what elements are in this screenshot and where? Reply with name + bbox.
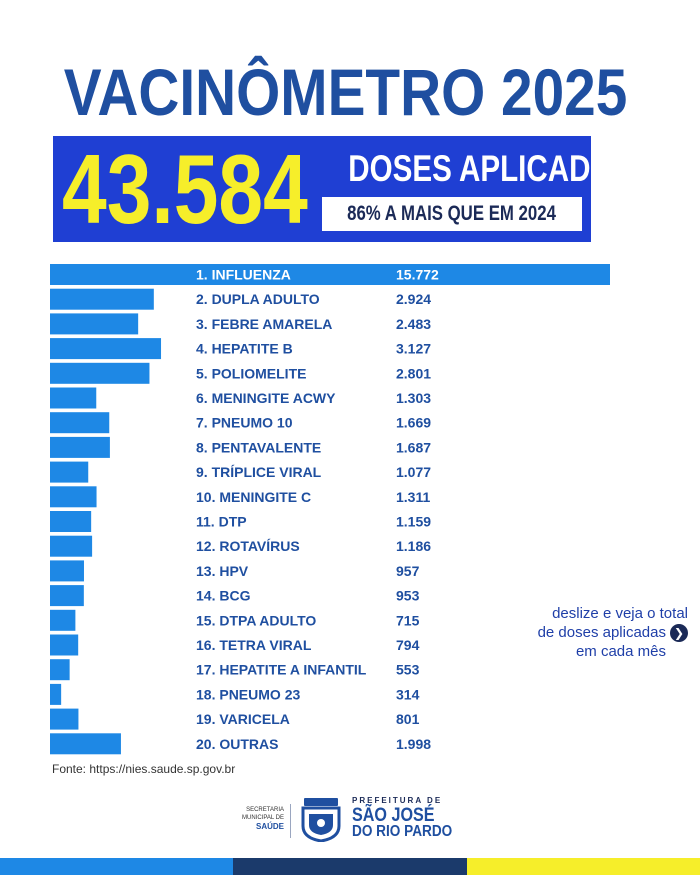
value-label-3: 2.483 xyxy=(396,315,432,332)
city-name-line-1: SÃO JOSÉ xyxy=(352,805,435,826)
footer-stripe-mid xyxy=(233,858,467,875)
bar-8 xyxy=(50,437,110,458)
bar-6 xyxy=(50,388,96,409)
category-label-1: 1. INFLUENZA xyxy=(196,266,291,283)
value-label-8: 1.687 xyxy=(396,439,432,456)
bar-9 xyxy=(50,462,88,483)
value-label-18: 314 xyxy=(396,686,420,703)
prefeitura-label: PREFEITURA DE xyxy=(352,796,443,805)
secretaria-line-1: SECRETARIA xyxy=(246,807,284,813)
secretaria-line-3: SAÚDE xyxy=(255,822,284,831)
bar-19 xyxy=(50,709,78,730)
bar-20 xyxy=(50,733,121,754)
category-label-5: 5. POLIOMELITE xyxy=(196,365,307,382)
bar-13 xyxy=(50,560,84,581)
category-label-18: 18. PNEUMO 23 xyxy=(196,686,301,703)
category-label-16: 16. TETRA VIRAL xyxy=(196,637,312,653)
category-label-2: 2. DUPLA ADULTO xyxy=(196,291,320,308)
swipe-line-1: deslize e veja o total xyxy=(552,605,688,622)
category-label-14: 14. BCG xyxy=(196,587,251,604)
bar-14 xyxy=(50,585,84,606)
category-label-12: 12. ROTAVÍRUS xyxy=(196,538,300,555)
value-label-15: 715 xyxy=(396,612,420,629)
swipe-line-3: em cada mês xyxy=(575,643,666,661)
value-label-7: 1.669 xyxy=(396,414,432,431)
bar-12 xyxy=(50,536,92,557)
category-label-3: 3. FEBRE AMARELA xyxy=(196,315,333,332)
value-label-12: 1.186 xyxy=(396,538,432,555)
bar-4 xyxy=(50,338,161,359)
footer-stripe-left xyxy=(0,858,233,875)
category-label-20: 20. OUTRAS xyxy=(196,735,279,752)
value-label-4: 3.127 xyxy=(396,340,432,357)
doses-label: DOSES APLICADAS xyxy=(348,148,632,189)
secretaria-line-2: MUNICIPAL DE xyxy=(241,815,284,821)
category-label-7: 7. PNEUMO 10 xyxy=(196,414,293,431)
footer-stripe-right xyxy=(467,858,700,875)
logo-divider xyxy=(290,804,291,838)
bar-17 xyxy=(50,659,70,680)
value-label-9: 1.077 xyxy=(396,464,432,481)
bar-7 xyxy=(50,412,109,433)
value-label-19: 801 xyxy=(396,711,420,728)
city-name-line-2: DO RIO PARDO xyxy=(352,823,453,840)
value-label-14: 953 xyxy=(396,587,420,604)
bar-3 xyxy=(50,313,138,334)
page-title: VACINÔMETRO 2025 xyxy=(63,55,628,129)
value-label-16: 794 xyxy=(396,637,420,653)
swipe-line-2-wrap xyxy=(470,623,688,642)
bar-15 xyxy=(50,610,75,631)
bar-16 xyxy=(50,635,78,656)
secretaria-logo-text xyxy=(222,806,284,831)
chevron-right-icon[interactable]: ❯ xyxy=(670,624,688,642)
category-label-11: 11. DTP xyxy=(196,513,247,530)
category-label-8: 8. PENTAVALENTE xyxy=(196,439,322,456)
value-label-1: 15.772 xyxy=(396,266,439,283)
bar-10 xyxy=(50,486,97,507)
bar-1 xyxy=(50,264,610,285)
bar-18 xyxy=(50,684,61,705)
value-label-20: 1.998 xyxy=(396,735,432,752)
bar-11 xyxy=(50,511,91,532)
category-label-17: 17. HEPATITE A INFANTIL xyxy=(196,661,367,678)
category-label-6: 6. MENINGITE ACWY xyxy=(196,390,336,406)
category-label-10: 10. MENINGITE C xyxy=(196,488,312,505)
swipe-hint[interactable] xyxy=(470,604,688,661)
category-label-19: 19. VARICELA xyxy=(196,711,290,728)
category-label-9: 9. TRÍPLICE VIRAL xyxy=(196,464,322,481)
city-seal-icon xyxy=(298,796,344,842)
category-label-13: 13. HPV xyxy=(196,562,249,579)
value-label-5: 2.801 xyxy=(396,365,432,382)
value-label-2: 2.924 xyxy=(396,291,432,308)
comparison-text: 86% A MAIS QUE EM 2024 xyxy=(347,202,557,225)
source-note: Fonte: https://nies.saude.sp.gov.br xyxy=(52,762,236,776)
bar-2 xyxy=(50,289,154,310)
bar-5 xyxy=(50,363,149,384)
value-label-10: 1.311 xyxy=(396,488,431,505)
value-label-6: 1.303 xyxy=(396,390,432,406)
value-label-13: 957 xyxy=(396,562,420,579)
value-label-17: 553 xyxy=(396,661,420,678)
total-doses: 43.584 xyxy=(62,134,308,244)
category-label-15: 15. DTPA ADULTO xyxy=(196,612,317,629)
value-label-11: 1.159 xyxy=(396,513,432,530)
category-label-4: 4. HEPATITE B xyxy=(196,340,293,357)
swipe-line-2: de doses aplicadas xyxy=(537,624,666,641)
